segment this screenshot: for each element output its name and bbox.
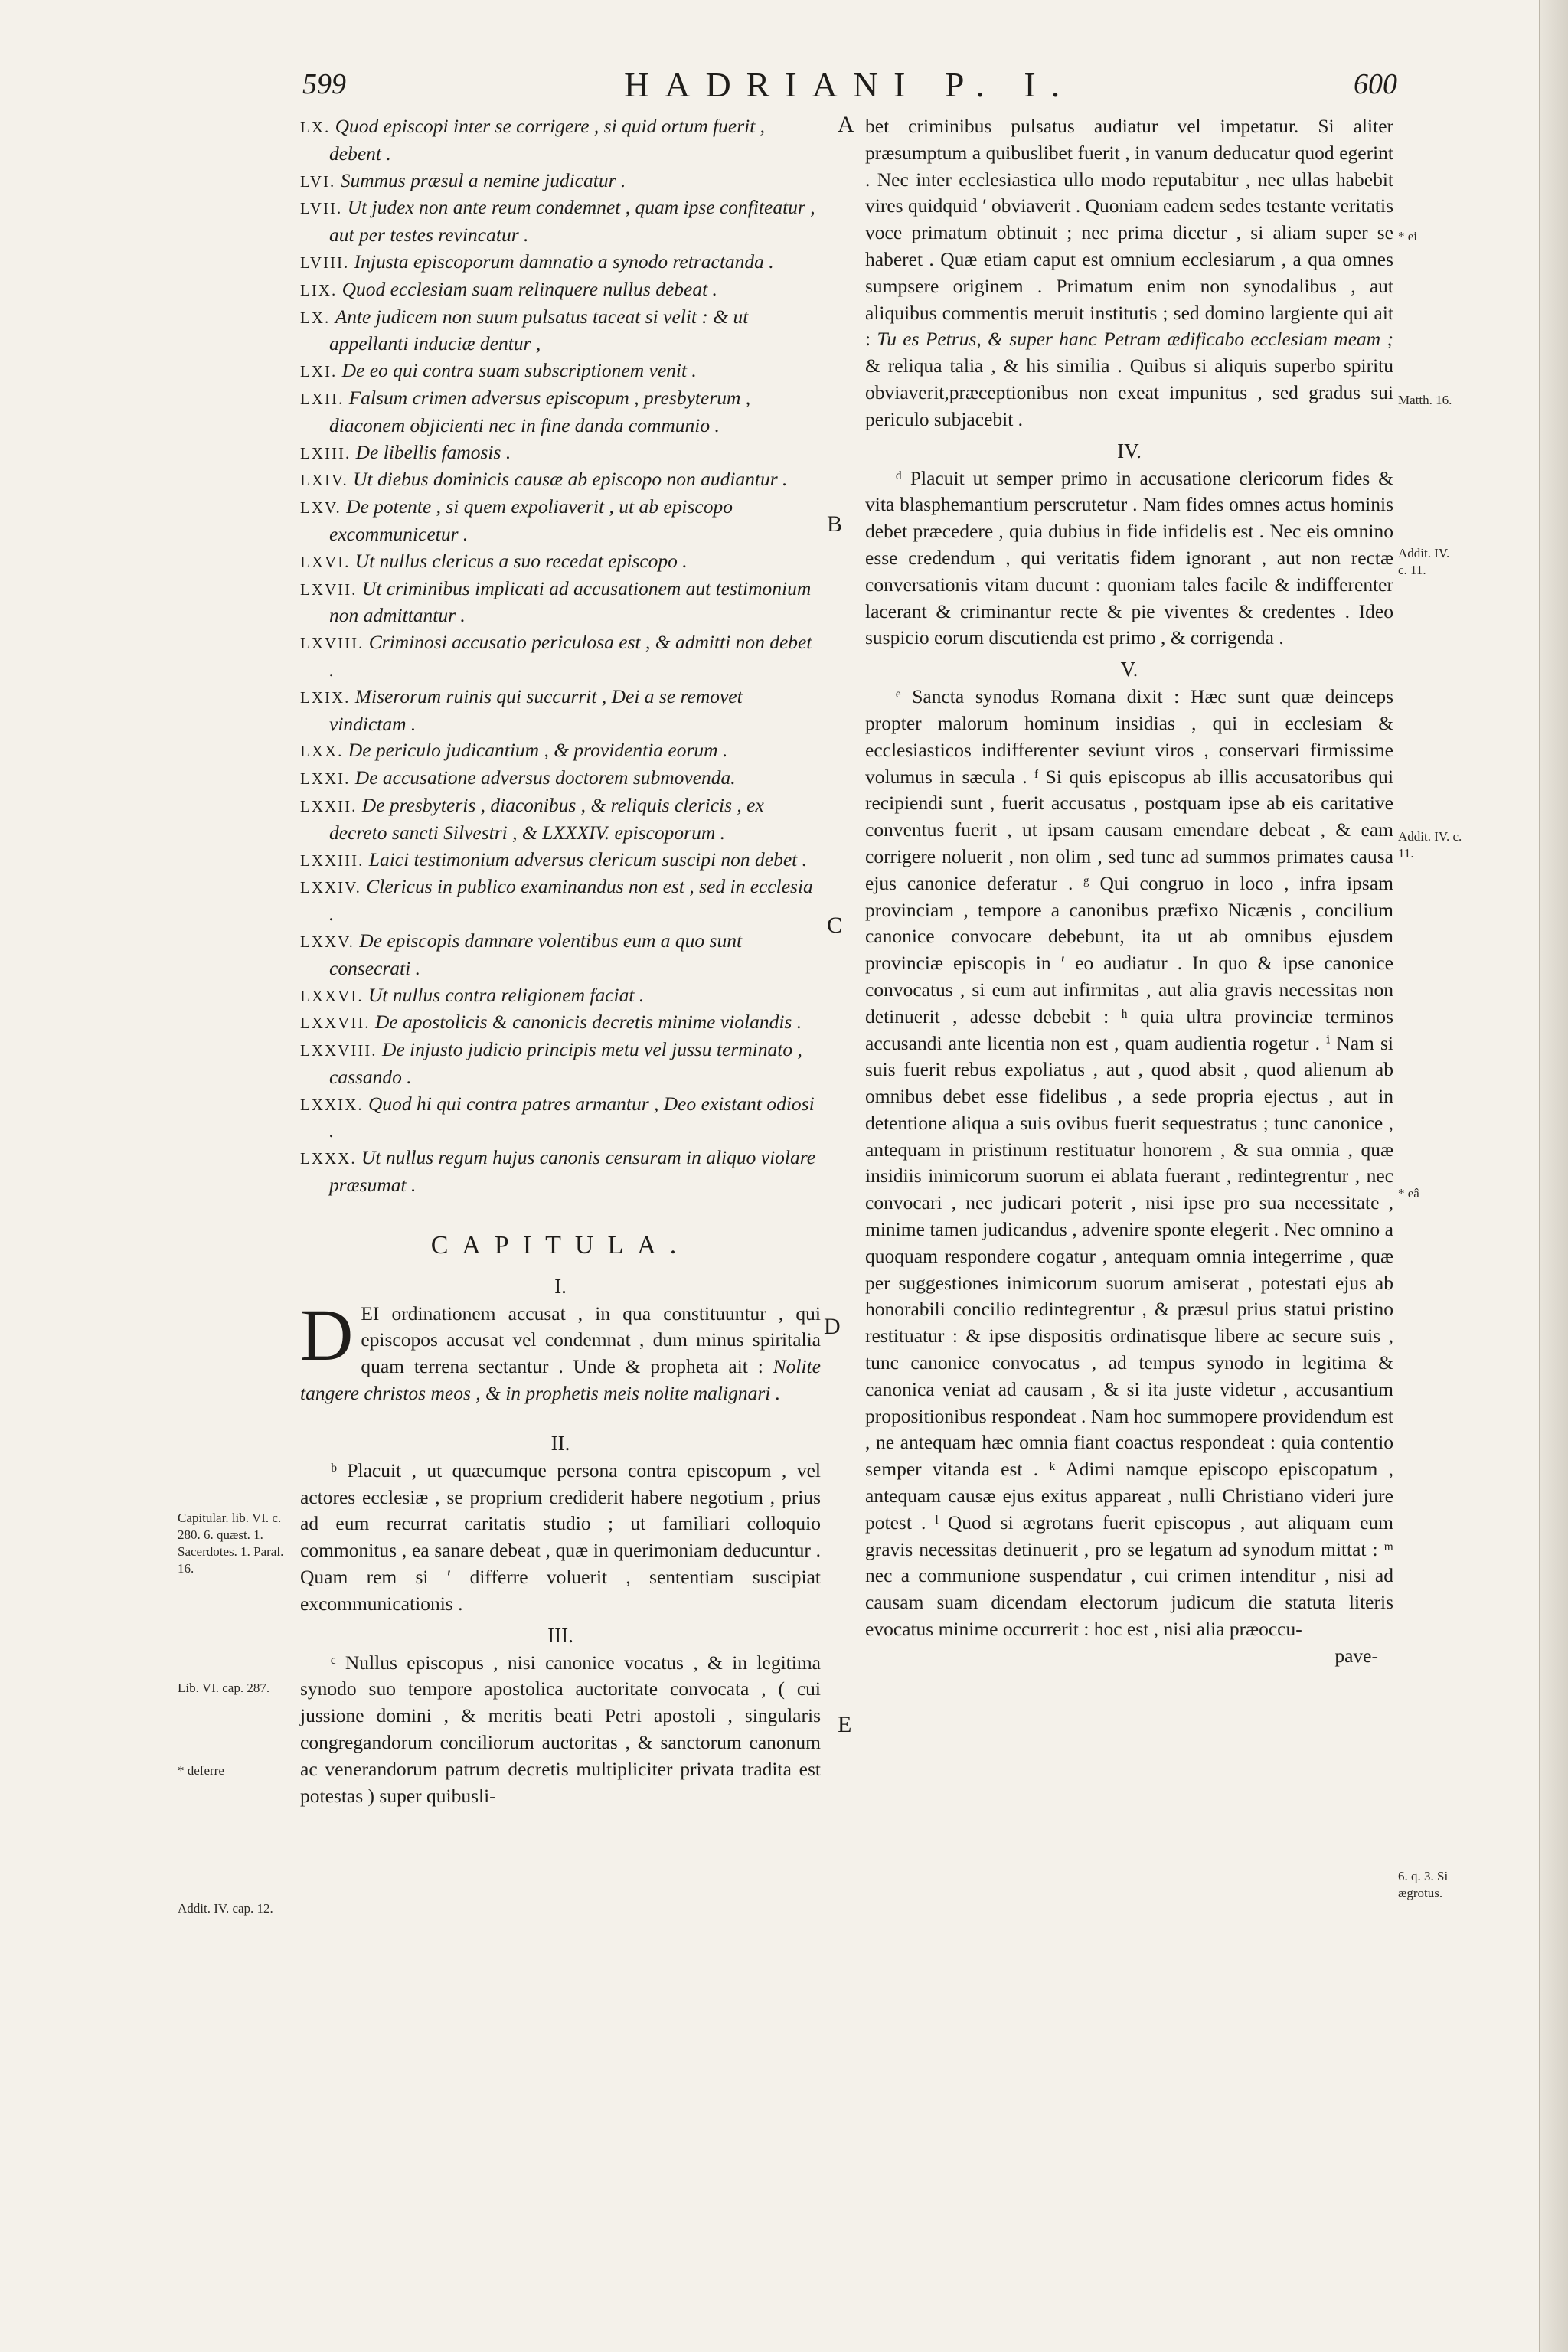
drop-cap: D [300,1293,354,1376]
chapter-number: LXXX. [300,1149,357,1168]
chapter-number: LXXI. [300,769,351,789]
facing-page-edge [1539,0,1568,2352]
chapter-number: LXXVIII. [300,1041,377,1060]
chapter-number: LXIII. [300,443,351,462]
chapter-number: LXXVI. [300,986,364,1005]
chapter-title: Falsum crimen adversus episcopum , presbyterum , diaconem objicienti nec in fine danda communio . [329,386,751,436]
list-item [300,1037,821,1091]
list-item [300,928,821,982]
chapter-title: De episcopis damnare volentibus eum a quo sunt consecrati . [329,929,743,979]
list-item [300,1145,821,1199]
margin-note: Addit. IV. c. 11. [1398,829,1462,861]
margin-letter-e: E [838,1712,852,1737]
section-paragraph: ᵈ Placuit ut semper primo in accusatione clericorum fides & vita blasphemantium perscrutetur . Nam fides omnes actus hominis debet præcedere , quia dubius in fide infidelis est . Nec eis omnino esse credendum , qui veritatis fidem ignorant , aut non rectæ conversationis vitam ducunt : quoniam tales facile & indifferenter lacerant & criminantur recte & pie viventes & credentes . Ideo suspicio eorum discutienda est primo , & corrigenda . [865,466,1393,649]
list-item [300,629,821,684]
chapter-number: LVIII. [300,253,350,272]
list-item [300,385,821,439]
chapter-number: LXXVII. [300,1014,371,1033]
section-numeral: IV. [1117,439,1142,462]
chapter-number: LXIV. [300,471,348,490]
list-item [300,494,821,548]
scripture-quote: Tu es Petrus, & super hanc Petram ædificabo ecclesiam meam ; [877,328,1394,351]
capitula-heading: CAPITULA. [430,1230,691,1259]
list-item [300,548,821,576]
list-item [300,684,821,738]
chapter-number: LXXIII. [300,851,364,870]
chapter-number: LXIX. [300,688,351,707]
list-item [300,737,821,765]
chapter-title: De potente , si quem expoliaverit , ut ab episcopo excommunicetur . [329,495,733,545]
section-paragraph: ᵇ Placuit , ut quæcumque persona contra episcopum , vel actores ecclesiæ , se proprium crediderit habere negotium , prius ad eum recurrat caritatis studio ; ut familiari colloquio commonitus , ea sanare debeat , quæ in querimoniam deducuntur . Quam rem si ʹ differre voluerit , sententiam suscipiat excommunicationis . [300,1459,821,1615]
chapter-number: LXII. [300,389,345,408]
section-paragraph: ᵉ Sancta synodus Romana dixit : Hæc sunt quæ deinceps propter malorum hominum insidias , qui in ecclesiam & ecclesiasticos indifferenter seviunt viros , conservari firmissime volumus in sæcula . ᶠ Si quis episcopus ab illis accusatoribus qui recipiendi sunt , fuerit accusatus , postquam ipse ab eis caritative conventus fuerit , ut ipsam causam emendare debeat , & eam corrigere noluerit , non olim , sed tunc ad summos primates causa ejus canonice deferatur . ᵍ Qui congruo in loco , infra ipsam provinciam , tempore a canonibus præfixo Nicænis , concilium canonice convocare debebunt, ita ut ab omnibus ejusdem provinciæ episcopis in ʹ eo audiatur . In quo & ipse canonice convocatus , si eum aut infirmitas , aut alia gravis necessitas non detinuerit , adesse debebit : ʰ quia ultra provinciæ terminos accusandi ante licentia non est , quam audientia rogetur . ⁱ Nam si suis fuerit rebus expoliatus , aut , quod absit , quod alienum ab omnibus debet esse fidelibus , a sede propria ejectus , aut in detentione aliqua a suis ovibus fuerit sequestratus ; tunc canonice , antequam in pristinum restituatur honorem , & sua omnia , quæ insidiis inimicorum suorum ei ablata fuerant , redintegrentur , nec convocari , nec judicari poterit , nisi ipse pro sua necessitate , minime tamen judicandus , advenire sponte elegerit . Nec omnino a quoquam respondere cogatur , antequam omnia integerrime , quæ per suggestiones inimicorum suorum amiserat , potestati ejus ab honorabili concilio redintegrentur , & præsul prius statui pristino restituatur : & ipse dispositis ordinatisque libere ac secure suis , tunc canonice convocatus , ad tempus synodo in legitima & canonica veniat ad causam , & si ita juste videtur , accusantium propositionibus respondeat . Nam hoc summopere providendum est , ne antequam hæc omnia fiant coactus respondeat : quia contentio semper vitanda est . ᵏ Adimi namque episcopo episcopatum , antequam causæ ejus exitus appareat , nulli Christiano videri jure potest . ˡ Quod si ægrotans fuerit episcopus , aut aliquam eum gravis necessitas detinuerit , pro se legatum ad synodum mittat : ᵐ nec a communione suspendatur , cui crimen intenditur , nisi ad causam suam dicendam electorum judicum die statuta literis evocatus minime occurrerit : hoc est , nisi alia præoccu- [865,685,1393,1641]
margin-note: Addit. IV. c. 11. [1398,546,1450,577]
chapter-number: LX. [300,308,331,327]
chapter-number: LXXIV. [300,878,361,897]
chapter-title: Quod ecclesiam suam relinquere nullus debeat . [341,277,717,300]
section-numeral: III. [547,1623,573,1647]
chapter-title: De injusto judicio principis metu vel jussu terminato , cassando . [329,1038,802,1088]
chapter-title: Ut criminibus implicati ad accusationem aut testimonium non admittantur . [329,577,812,627]
margin-note: 6. q. 3. Si ægrotus. [1398,1869,1449,1900]
list-item [300,982,821,1010]
chapter-title: De periculo judicantium , & providentia eorum . [348,739,728,762]
scripture-quote: Nolite tangere christos meos , & in prophetis meis nolite malignari . [300,1355,821,1405]
chapter-title: De libellis famosis . [355,440,511,463]
chapter-number: LIX. [300,280,338,299]
chapter-number: LXXIX. [300,1095,364,1114]
list-item [300,304,821,358]
list-item [300,249,821,276]
catchword: pave- [1334,1644,1378,1667]
section-numeral: II. [550,1431,570,1455]
margin-letter-c: C [827,913,843,938]
chapter-title: Summus præsul a nemine judicatur . [340,168,626,191]
chapter-title: Injusta episcoporum damnatio a synodo retractanda . [354,250,774,273]
chapter-title: Ut diebus dominicis causæ ab episcopo non audiantur . [353,468,788,491]
paragraph-text: & reliqua talia , & his similia . Quibus si aliquis superbo spiritu obviaverit,præceptionibus non exeat impunitus , sed gradus sui periculo subjacebit . [865,354,1393,430]
chapter-title: Clericus in publico examinandus non est , sed in ecclesia . [329,875,813,926]
chapter-title: Ut judex non ante reum condemnet , quam ipse confiteatur , aut per testes revincatur . [329,196,815,247]
page-number-right: 600 [1354,68,1397,100]
section-numeral: I. [554,1274,567,1298]
chapter-title: Ut nullus regum hujus canonis censuram in aliquo violare præsumat . [329,1146,816,1197]
list-item [300,113,821,168]
list-item [300,1091,821,1145]
chapter-number: LXX. [300,742,344,761]
margin-letter-b: B [827,511,843,537]
chapter-title: Ante judicem non suum pulsatus taceat si velit : & ut appellanti induciæ dentur , [329,305,749,355]
margin-note: * ei [1398,229,1418,243]
chapter-title: Quod episcopi inter se corrigere , si quid ortum fuerit , debent . [329,115,766,165]
paragraph-text: EI ordinationem accusat , in qua constituuntur , qui episcopos accusat vel condemnat , dum minus spiritalia quam terrena sectantur . Unde & propheta ait : [361,1302,821,1378]
chapter-number: LXXV. [300,932,354,951]
chapter-number: LVI. [300,172,336,191]
left-column [300,113,821,1809]
chapter-title: Ut nullus clericus a suo recedat episcopo . [354,549,688,572]
chapter-number: LXVIII. [300,634,364,653]
list-item [300,439,821,467]
list-item [300,168,821,195]
paragraph-text: bet criminibus pulsatus audiatur vel impetatur. Si aliter præsumptum a quibuslibet fuerit , in vanum deducatur quod egerint . Nec inter ecclesiastica ullo modo reputabitur , nec ullas habebit vires quidquid ʹ obviaverit . Quoniam eadem sedes testante veritatis voce primatum obtinuit ; nec prima dicetur , si aliam super se haberet . Quæ etiam caput est omnium ecclesiarum , a qua omnes sumpsere originem . Primatum enim non synodalibus , aut aliquibus commentis meruit institutis ; sed domino largiente qui ait : [865,115,1393,351]
running-title: HADRIANI P. I. [624,65,1076,104]
margin-note: * deferre [178,1763,224,1778]
chapter-title: Criminosi accusatio periculosa est , & admitti non debet . [329,631,812,681]
list-item [300,1009,821,1037]
chapter-number: LXVII. [300,580,358,599]
chapter-title: De apostolicis & canonicis decretis minime violandis . [374,1011,802,1034]
chapter-title: Ut nullus contra religionem faciat . [368,983,645,1006]
margin-note: Addit. IV. cap. 12. [178,1901,273,1916]
margin-note: Matth. 16. [1398,393,1452,407]
list-item [300,276,821,304]
chapter-title: Miserorum ruinis qui succurrit , Dei a se removet vindictam . [329,684,743,735]
chapter-title: De accusatione adversus doctorem submovenda. [354,766,736,789]
chapter-number: LXV. [300,498,341,518]
chapter-number: LX. [300,118,331,136]
list-item [300,792,821,847]
list-item [300,466,821,494]
margin-note: Lib. VI. cap. 287. [178,1681,270,1695]
chapter-number: LXXII. [300,796,358,815]
right-column [865,113,1393,1670]
section-paragraph: ᶜ Nullus episcopus , nisi canonice vocatus , & in legitima synodo suo tempore apostolica auctoritate convocata , ( cui jussione domini , & meritis beati Petri apostoli , singularis congregandorum conciliorum auctoritas , & sanctorum canonum ac venerandorum patrum decretis multipliciter privata tradita est potestas ) super quibusli- [300,1651,821,1807]
section-paragraph [300,1293,821,1407]
section-numeral: V. [1120,658,1138,681]
list-item [300,765,821,792]
margin-note: * eâ [1398,1186,1419,1200]
page-number-left: 599 [302,68,346,100]
chapter-list [300,113,821,1199]
margin-note: Capitular. lib. VI. c. 280. 6. quæst. 1. Sacerdotes. 1. Paral. 16. [178,1511,284,1576]
margin-letter-a: A [838,112,854,137]
section-paragraph [865,113,1393,433]
list-item [300,194,821,249]
chapter-number: LXVI. [300,552,351,571]
chapter-title: Quod hi qui contra patres armantur , Deo existant odiosi . [329,1092,815,1142]
list-item [300,847,821,874]
chapter-title: Laici testimonium adversus clericum suscipi non debet . [368,848,808,871]
chapter-title: De presbyteris , diaconibus , & reliquis clericis , ex decreto sancti Silvestri , & LXXXIV. episcoporum . [329,793,764,844]
list-item [300,576,821,630]
chapter-number: LVII. [300,199,343,218]
list-item [300,358,821,385]
margin-letter-d: D [824,1314,841,1339]
chapter-number: LXI. [300,362,338,381]
running-header [302,67,1397,113]
list-item [300,874,821,928]
chapter-title: De eo qui contra suam subscriptionem venit . [341,359,697,382]
